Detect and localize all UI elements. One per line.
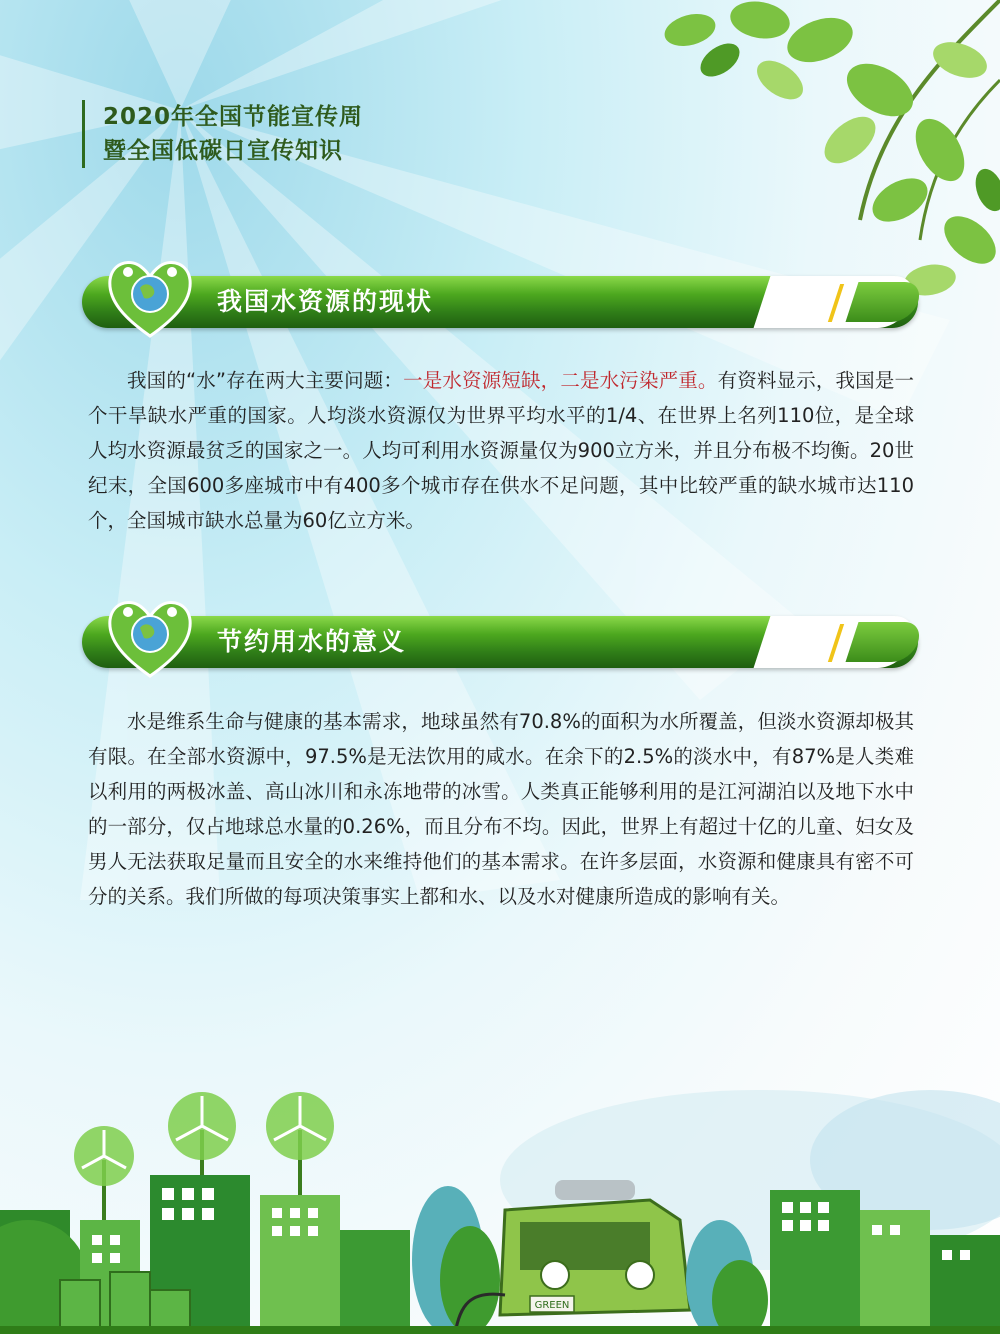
banner-green-tail — [846, 282, 925, 322]
earth-heart-icon — [104, 592, 196, 682]
section-title: 节约用水的意义 — [217, 627, 407, 656]
section2-body: 水是维系生命与健康的基本需求，地球虽然有70.8%的面积为水所覆盖，但淡水资源却极其有限。在全部水资源中，97.5%是无法饮用的咸水。在余下的2.5%的淡水中，有87%是人类难以利用的两极冰盖、高山冰川和永冻地带的冰雪。人类真正能够利用的是江河湖泊以及地下水中的一部分，仅占地球总水量的0.26%，而且分布不均。因此，世界上有超过十亿的儿童、妇女及男人无法获取足量而且安全的水来维持他们的基本需求。在许多层面，水资源和健康具有密不可分的关系。我们所做的每项决策事实上都和水、以及水对健康所造成的影响有关。 — [88, 710, 914, 908]
section1-highlight: 一是水资源短缺，二是水污染严重。 — [403, 369, 718, 392]
section1-body: 有资料显示，我国是一个干旱缺水严重的国家。人均淡水资源仅为世界平均水平的1/4、在世界上名列110位，是全球人均水资源最贫乏的国家之一。人均可利用水资源量仅为900立方米，并且分布极不均衡。20世纪末，全国600多座城市中有400多个城市存在供水不足问题，其中比较严重的缺水城市达110个，全国城市缺水总量为60亿立方米。 — [88, 369, 914, 532]
title-line-1: 2020年全国节能宣传周 — [103, 104, 364, 130]
section-banner-water-saving — [82, 616, 918, 668]
title-line-2: 暨全国低碳日宣传知识 — [103, 138, 343, 164]
section1-lead: 我国的“水”存在两大主要问题： — [127, 369, 404, 392]
green-city-illustration — [0, 1040, 1000, 1334]
section-title: 我国水资源的现状 — [217, 287, 434, 316]
section-banner-water-status — [82, 276, 918, 328]
banner-green-tail — [846, 622, 925, 662]
earth-heart-icon — [104, 252, 196, 342]
poster-title — [82, 100, 363, 168]
section2-paragraph — [88, 704, 914, 914]
car-plate: GREEN — [534, 1300, 570, 1311]
section1-paragraph — [88, 363, 914, 538]
